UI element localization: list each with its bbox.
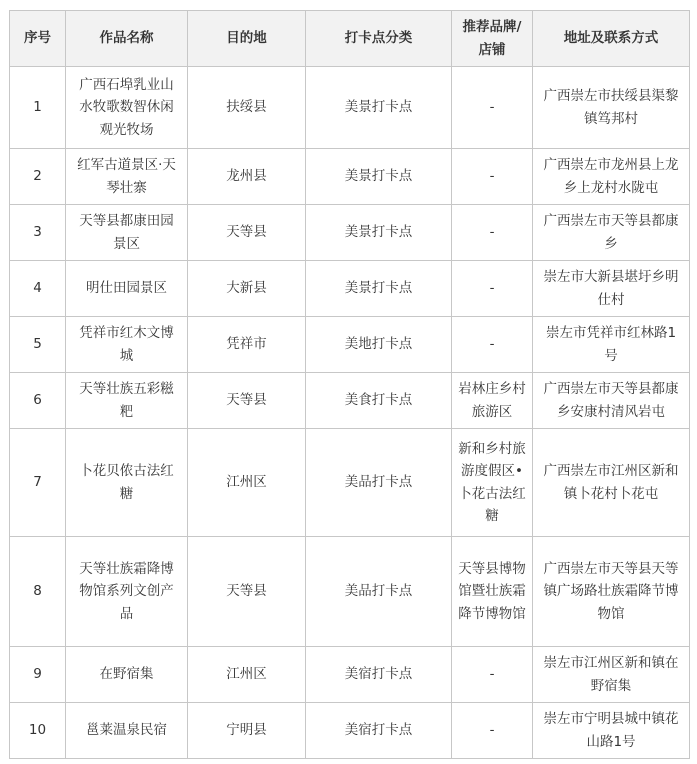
table-row: [10, 537, 690, 647]
table-row: [10, 373, 690, 429]
table-row: [10, 67, 690, 149]
cell-index: 7: [10, 429, 66, 537]
cell-work-name: 天等壮族霜降博物馆系列文创产品: [66, 537, 188, 647]
cell-destination: 江州区: [188, 647, 306, 703]
cell-work-name: 在野宿集: [66, 647, 188, 703]
cell-brand: -: [452, 317, 533, 373]
cell-brand: 岩林庄乡村旅游区: [452, 373, 533, 429]
cell-destination: 凭祥市: [188, 317, 306, 373]
cell-brand: -: [452, 703, 533, 759]
cell-address: 广西崇左市天等县都康乡安康村清风岩屯: [533, 373, 690, 429]
destination-table: [9, 10, 690, 759]
cell-address: 崇左市江州区新和镇在野宿集: [533, 647, 690, 703]
cell-work-name: 红军古道景区·天琴壮寨: [66, 149, 188, 205]
cell-category: 美食打卡点: [306, 373, 452, 429]
cell-destination: 扶绥县: [188, 67, 306, 149]
cell-category: 美景打卡点: [306, 261, 452, 317]
cell-category: 美品打卡点: [306, 537, 452, 647]
cell-category: 美品打卡点: [306, 429, 452, 537]
cell-index: 2: [10, 149, 66, 205]
cell-brand: 新和乡村旅游度假区•卜花古法红糖: [452, 429, 533, 537]
cell-address: 广西崇左市龙州县上龙乡上龙村水陇屯: [533, 149, 690, 205]
table-row: [10, 647, 690, 703]
cell-index: 1: [10, 67, 66, 149]
table-row: [10, 317, 690, 373]
cell-index: 9: [10, 647, 66, 703]
cell-index: 8: [10, 537, 66, 647]
table-row: [10, 149, 690, 205]
cell-destination: 大新县: [188, 261, 306, 317]
cell-address: 广西崇左市天等县天等镇广场路壮族霜降节博物馆: [533, 537, 690, 647]
cell-destination: 龙州县: [188, 149, 306, 205]
header-index: 序号: [10, 11, 66, 67]
cell-address: 崇左市凭祥市红林路1号: [533, 317, 690, 373]
header-brand: 推荐品牌/店铺: [452, 11, 533, 67]
cell-work-name: 广西石埠乳业山水牧歌数智休闲观光牧场: [66, 67, 188, 149]
cell-destination: 天等县: [188, 205, 306, 261]
cell-brand: -: [452, 205, 533, 261]
cell-index: 6: [10, 373, 66, 429]
table-row: [10, 261, 690, 317]
cell-work-name: 邕莱温泉民宿: [66, 703, 188, 759]
cell-address: 广西崇左市扶绥县渠黎镇笃邦村: [533, 67, 690, 149]
header-destination: 目的地: [188, 11, 306, 67]
cell-work-name: 凭祥市红木文博城: [66, 317, 188, 373]
cell-index: 4: [10, 261, 66, 317]
cell-index: 5: [10, 317, 66, 373]
cell-brand: -: [452, 647, 533, 703]
cell-brand: 天等县博物馆暨壮族霜降节博物馆: [452, 537, 533, 647]
table-row: [10, 429, 690, 537]
cell-address: 崇左市大新县堪圩乡明仕村: [533, 261, 690, 317]
cell-brand: -: [452, 261, 533, 317]
cell-destination: 天等县: [188, 537, 306, 647]
cell-category: 美景打卡点: [306, 67, 452, 149]
cell-address: 广西崇左市江州区新和镇卜花村卜花屯: [533, 429, 690, 537]
cell-work-name: 天等县都康田园景区: [66, 205, 188, 261]
table-header-row: [10, 11, 690, 67]
header-address: 地址及联系方式: [533, 11, 690, 67]
cell-destination: 天等县: [188, 373, 306, 429]
cell-work-name: 明仕田园景区: [66, 261, 188, 317]
cell-category: 美宿打卡点: [306, 703, 452, 759]
table-row: [10, 703, 690, 759]
table-row: [10, 205, 690, 261]
cell-destination: 宁明县: [188, 703, 306, 759]
cell-destination: 江州区: [188, 429, 306, 537]
cell-index: 3: [10, 205, 66, 261]
header-work-name: 作品名称: [66, 11, 188, 67]
cell-work-name: 天等壮族五彩糍粑: [66, 373, 188, 429]
cell-work-name: 卜花贝侬古法红糖: [66, 429, 188, 537]
cell-address: 广西崇左市天等县都康乡: [533, 205, 690, 261]
cell-category: 美景打卡点: [306, 149, 452, 205]
cell-category: 美景打卡点: [306, 205, 452, 261]
cell-brand: -: [452, 67, 533, 149]
cell-brand: -: [452, 149, 533, 205]
cell-category: 美宿打卡点: [306, 647, 452, 703]
header-category: 打卡点分类: [306, 11, 452, 67]
cell-address: 崇左市宁明县城中镇花山路1号: [533, 703, 690, 759]
cell-category: 美地打卡点: [306, 317, 452, 373]
cell-index: 10: [10, 703, 66, 759]
